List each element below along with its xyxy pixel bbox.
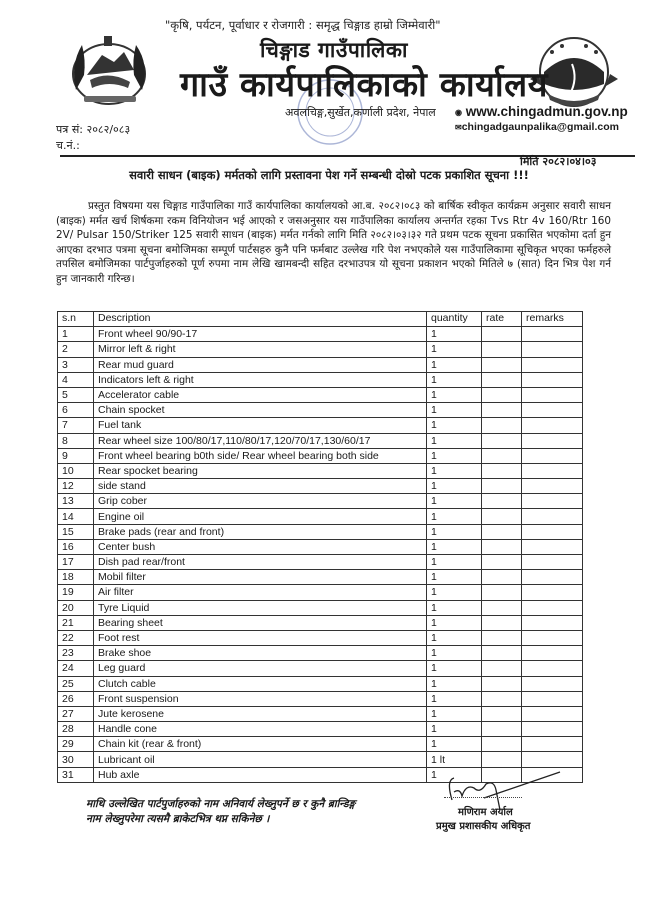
cell-sn: 14 xyxy=(58,509,94,524)
cell-description: Brake pads (rear and front) xyxy=(94,524,427,539)
cell-remarks xyxy=(522,585,583,600)
table-row xyxy=(58,615,583,630)
cell-description: Clutch cable xyxy=(94,676,427,691)
cell-rate xyxy=(482,539,522,554)
cell-sn: 18 xyxy=(58,570,94,585)
cell-rate xyxy=(482,342,522,357)
cell-description: Hub axle xyxy=(94,767,427,782)
signatory-name: मणिराम अर्याल xyxy=(458,807,513,818)
cell-quantity: 1 xyxy=(427,448,482,463)
cell-description: Accelerator cable xyxy=(94,387,427,402)
cell-rate xyxy=(482,403,522,418)
cell-quantity: 1 xyxy=(427,524,482,539)
cell-rate xyxy=(482,722,522,737)
signatory-title: प्रमुख प्रशासकीय अधिकृत xyxy=(436,821,531,832)
cell-description: Fuel tank xyxy=(94,418,427,433)
cell-sn: 12 xyxy=(58,479,94,494)
mail-icon: ✉ xyxy=(455,123,462,132)
cell-quantity: 1 xyxy=(427,555,482,570)
cell-description: Rear mud guard xyxy=(94,357,427,372)
table-row xyxy=(58,539,583,554)
cell-description: Mobil filter xyxy=(94,570,427,585)
table-row xyxy=(58,691,583,706)
cell-remarks xyxy=(522,752,583,767)
email-link[interactable] xyxy=(455,121,619,133)
cell-remarks xyxy=(522,463,583,478)
globe-icon: ◉ xyxy=(455,107,462,117)
cell-quantity: 1 xyxy=(427,767,482,782)
cell-rate xyxy=(482,387,522,402)
cell-quantity: 1 xyxy=(427,372,482,387)
cell-sn: 8 xyxy=(58,433,94,448)
header-rate: rate xyxy=(482,312,522,327)
cell-sn: 19 xyxy=(58,585,94,600)
table-row xyxy=(58,403,583,418)
cell-remarks xyxy=(522,676,583,691)
cell-remarks xyxy=(522,403,583,418)
cell-rate xyxy=(482,463,522,478)
cell-description: Rear spocket bearing xyxy=(94,463,427,478)
table-header-row xyxy=(58,312,583,327)
cell-quantity: 1 xyxy=(427,342,482,357)
cell-description: Leg guard xyxy=(94,661,427,676)
cell-remarks xyxy=(522,357,583,372)
cell-sn: 23 xyxy=(58,646,94,661)
table-row xyxy=(58,752,583,767)
office-name: गाउँ कार्यपालिकाको कार्यालय xyxy=(180,65,548,105)
cell-quantity: 1 xyxy=(427,737,482,752)
cell-remarks xyxy=(522,555,583,570)
table-row xyxy=(58,646,583,661)
table-row xyxy=(58,342,583,357)
table-row xyxy=(58,630,583,645)
cell-remarks xyxy=(522,570,583,585)
cell-remarks xyxy=(522,661,583,676)
cell-description: Bearing sheet xyxy=(94,615,427,630)
footer-note xyxy=(86,797,355,827)
footer-note-line-1: माथि उल्लेखित पार्टपुर्जाहरुको नाम अनिवार्य लेख्नुपर्ने छ र कुनै ब्रान्डिङ्ग xyxy=(86,798,356,810)
cell-quantity: 1 xyxy=(427,403,482,418)
dispatch-number-label: च.नं.: xyxy=(56,139,80,152)
cell-remarks xyxy=(522,327,583,342)
nepal-emblem-logo xyxy=(62,30,157,110)
cell-remarks xyxy=(522,722,583,737)
cell-description: side stand xyxy=(94,479,427,494)
cell-sn: 2 xyxy=(58,342,94,357)
cell-rate xyxy=(482,524,522,539)
cell-sn: 17 xyxy=(58,555,94,570)
cell-rate xyxy=(482,418,522,433)
table-row xyxy=(58,372,583,387)
letter-number xyxy=(56,122,130,137)
cell-quantity: 1 xyxy=(427,357,482,372)
cell-remarks xyxy=(522,387,583,402)
header-quantity: quantity xyxy=(427,312,482,327)
cell-quantity: 1 xyxy=(427,630,482,645)
cell-sn: 30 xyxy=(58,752,94,767)
table-row xyxy=(58,387,583,402)
header-description: Description xyxy=(94,312,427,327)
notice-subject: सवारी साधन (बाइक) मर्मतको लागि प्रस्तावना पेश गर्ने सम्बन्धी दोस्रो पटक प्रकाशित सूचना !!! xyxy=(129,168,529,182)
cell-description: Handle cone xyxy=(94,722,427,737)
cell-quantity: 1 xyxy=(427,494,482,509)
cell-description: Indicators left & right xyxy=(94,372,427,387)
cell-quantity: 1 xyxy=(427,387,482,402)
table-row xyxy=(58,494,583,509)
notice-body-paragraph: प्रस्तुत विषयमा यस चिङ्गाड गाउँपालिका गाउँ कार्यपालिका कार्यालयको आ.ब. २०८२।०८३ को बार्षिक स्वीकृत कार्यक्रम अनुसार सवारी साधन (बाइक) मर्मत खर्च शिर्षकमा रकम विनियोजन भई आएको र जसअनुसार यस गाउँपालिका कार्यालय अन्तर्गत रहका Tvs Rtr 4v 160/Rtr 160 2V/ Pulsar 150/Striker 125 सवारी साधन (बाइक) मर्मत गर्नको लागि मिति २०८२।०३।३२ गते प्रथम पटक सूचना प्रकासित भएकोमा दर्ता हुन आएका दरभाउ पत्रमा सूचना बमोजिमका सम्पूर्ण पार्टसहरु कुनै पनि फर्मबाट उल्लेख गरि पेश नभएकोले यस गाउँपालिकामा सूचिकृत भएका फर्महरुले तपसिल बमोजिमका पार्टपुर्जाहरुको पूर्ण रुपमा नाम लेखि खामबन्दी सहित दरभाउपत्र यो सूचना प्रकाशन भएको मितिले ७ (सात) दिन भित्र पेश गर्न हुन जानकारी गरिन्छ। xyxy=(56,200,611,285)
address: अवलचिङ्ग,सुर्खेत,कर्णाली प्रदेश, नेपाल xyxy=(285,106,436,119)
cell-remarks xyxy=(522,691,583,706)
cell-quantity: 1 xyxy=(427,570,482,585)
cell-sn: 15 xyxy=(58,524,94,539)
website-text: www.chingadmun.gov.np xyxy=(465,104,628,119)
cell-sn: 1 xyxy=(58,327,94,342)
cell-description: Air filter xyxy=(94,585,427,600)
cell-remarks xyxy=(522,494,583,509)
cell-description: Grip cober xyxy=(94,494,427,509)
letter-number-value: २०८२/०८३ xyxy=(86,123,131,136)
cell-quantity: 1 xyxy=(427,722,482,737)
cell-sn: 5 xyxy=(58,387,94,402)
header-remarks: remarks xyxy=(522,312,583,327)
cell-rate xyxy=(482,676,522,691)
cell-sn: 29 xyxy=(58,737,94,752)
cell-quantity: 1 xyxy=(427,433,482,448)
cell-rate xyxy=(482,585,522,600)
cell-sn: 31 xyxy=(58,767,94,782)
motto-text: "कृषि, पर्यटन, पूर्वाधार र रोजगारी : समृद्ध चिङ्गाड हाम्रो जिम्मेवारी" xyxy=(165,18,441,32)
cell-description: Front suspension xyxy=(94,691,427,706)
cell-sn: 7 xyxy=(58,418,94,433)
cell-quantity: 1 xyxy=(427,585,482,600)
cell-sn: 3 xyxy=(58,357,94,372)
cell-rate xyxy=(482,630,522,645)
cell-rate xyxy=(482,737,522,752)
cell-description: Rear wheel size 100/80/17,110/80/17,120/70/17,130/60/17 xyxy=(94,433,427,448)
cell-rate xyxy=(482,706,522,721)
cell-quantity: 1 xyxy=(427,676,482,691)
cell-description: Chain kit (rear & front) xyxy=(94,737,427,752)
table-row xyxy=(58,357,583,372)
cell-sn: 25 xyxy=(58,676,94,691)
cell-remarks xyxy=(522,342,583,357)
cell-sn: 10 xyxy=(58,463,94,478)
cell-rate xyxy=(482,570,522,585)
cell-remarks xyxy=(522,372,583,387)
table-row xyxy=(58,570,583,585)
cell-rate xyxy=(482,615,522,630)
cell-sn: 24 xyxy=(58,661,94,676)
cell-remarks xyxy=(522,646,583,661)
date-label: मिति xyxy=(520,155,539,168)
date-value: २०८२।०४।०३ xyxy=(542,155,597,168)
cell-quantity: 1 lt xyxy=(427,752,482,767)
signature-line xyxy=(444,797,522,798)
table-row xyxy=(58,661,583,676)
cell-description: Tyre Liquid xyxy=(94,600,427,615)
header-sn: s.n xyxy=(58,312,94,327)
cell-rate xyxy=(482,509,522,524)
cell-remarks xyxy=(522,448,583,463)
table-row xyxy=(58,585,583,600)
cell-sn: 27 xyxy=(58,706,94,721)
cell-quantity: 1 xyxy=(427,539,482,554)
letter-number-label: पत्र सं: xyxy=(56,123,83,136)
cell-remarks xyxy=(522,418,583,433)
table-row xyxy=(58,463,583,478)
table-row xyxy=(58,418,583,433)
cell-remarks xyxy=(522,433,583,448)
cell-rate xyxy=(482,555,522,570)
parts-table xyxy=(57,311,583,783)
footer-note-line-2: नाम लेख्नुपरेमा त्यसमै ब्राकेटभित्र थप्न सकिनेछ । xyxy=(86,813,270,825)
cell-sn: 13 xyxy=(58,494,94,509)
cell-description: Mirror left & right xyxy=(94,342,427,357)
table-row xyxy=(58,448,583,463)
cell-rate xyxy=(482,479,522,494)
cell-sn: 6 xyxy=(58,403,94,418)
cell-description: Front wheel 90/90-17 xyxy=(94,327,427,342)
cell-sn: 20 xyxy=(58,600,94,615)
notice-body xyxy=(56,199,611,286)
table-row xyxy=(58,706,583,721)
cell-description: Center bush xyxy=(94,539,427,554)
table-row xyxy=(58,509,583,524)
cell-rate xyxy=(482,752,522,767)
cell-remarks xyxy=(522,630,583,645)
cell-remarks xyxy=(522,524,583,539)
cell-remarks xyxy=(522,539,583,554)
cell-description: Lubricant oil xyxy=(94,752,427,767)
website-link[interactable] xyxy=(455,104,628,119)
cell-quantity: 1 xyxy=(427,646,482,661)
cell-description: Dish pad rear/front xyxy=(94,555,427,570)
cell-sn: 28 xyxy=(58,722,94,737)
cell-quantity: 1 xyxy=(427,661,482,676)
cell-rate xyxy=(482,327,522,342)
cell-quantity: 1 xyxy=(427,418,482,433)
cell-quantity: 1 xyxy=(427,615,482,630)
table-row xyxy=(58,737,583,752)
cell-description: Foot rest xyxy=(94,630,427,645)
table-row xyxy=(58,722,583,737)
cell-quantity: 1 xyxy=(427,691,482,706)
cell-description: Chain spocket xyxy=(94,403,427,418)
cell-remarks xyxy=(522,600,583,615)
table-row xyxy=(58,433,583,448)
table-row xyxy=(58,600,583,615)
cell-sn: 9 xyxy=(58,448,94,463)
cell-sn: 22 xyxy=(58,630,94,645)
cell-quantity: 1 xyxy=(427,509,482,524)
table-row xyxy=(58,676,583,691)
cell-rate xyxy=(482,433,522,448)
cell-quantity: 1 xyxy=(427,706,482,721)
cell-quantity: 1 xyxy=(427,327,482,342)
cell-remarks xyxy=(522,479,583,494)
cell-description: Jute kerosene xyxy=(94,706,427,721)
cell-description: Brake shoe xyxy=(94,646,427,661)
cell-sn: 26 xyxy=(58,691,94,706)
cell-rate xyxy=(482,448,522,463)
cell-quantity: 1 xyxy=(427,463,482,478)
notice-date xyxy=(520,154,597,169)
cell-description: Front wheel bearing b0th side/ Rear wheel bearing both side xyxy=(94,448,427,463)
cell-sn: 21 xyxy=(58,615,94,630)
cell-remarks xyxy=(522,706,583,721)
cell-quantity: 1 xyxy=(427,600,482,615)
cell-rate xyxy=(482,600,522,615)
email-text: chingadgaunpalika@gmail.com xyxy=(461,121,619,133)
cell-rate xyxy=(482,494,522,509)
table-row xyxy=(58,479,583,494)
cell-rate xyxy=(482,357,522,372)
municipality-name: चिङ्गाड गाउँपालिका xyxy=(260,38,408,62)
cell-rate xyxy=(482,646,522,661)
cell-rate xyxy=(482,661,522,676)
table-row xyxy=(58,555,583,570)
cell-quantity: 1 xyxy=(427,479,482,494)
table-row xyxy=(58,524,583,539)
table-row xyxy=(58,327,583,342)
cell-sn: 4 xyxy=(58,372,94,387)
cell-rate xyxy=(482,372,522,387)
cell-remarks xyxy=(522,615,583,630)
cell-rate xyxy=(482,691,522,706)
cell-remarks xyxy=(522,509,583,524)
cell-description: Engine oil xyxy=(94,509,427,524)
cell-remarks xyxy=(522,737,583,752)
cell-sn: 16 xyxy=(58,539,94,554)
